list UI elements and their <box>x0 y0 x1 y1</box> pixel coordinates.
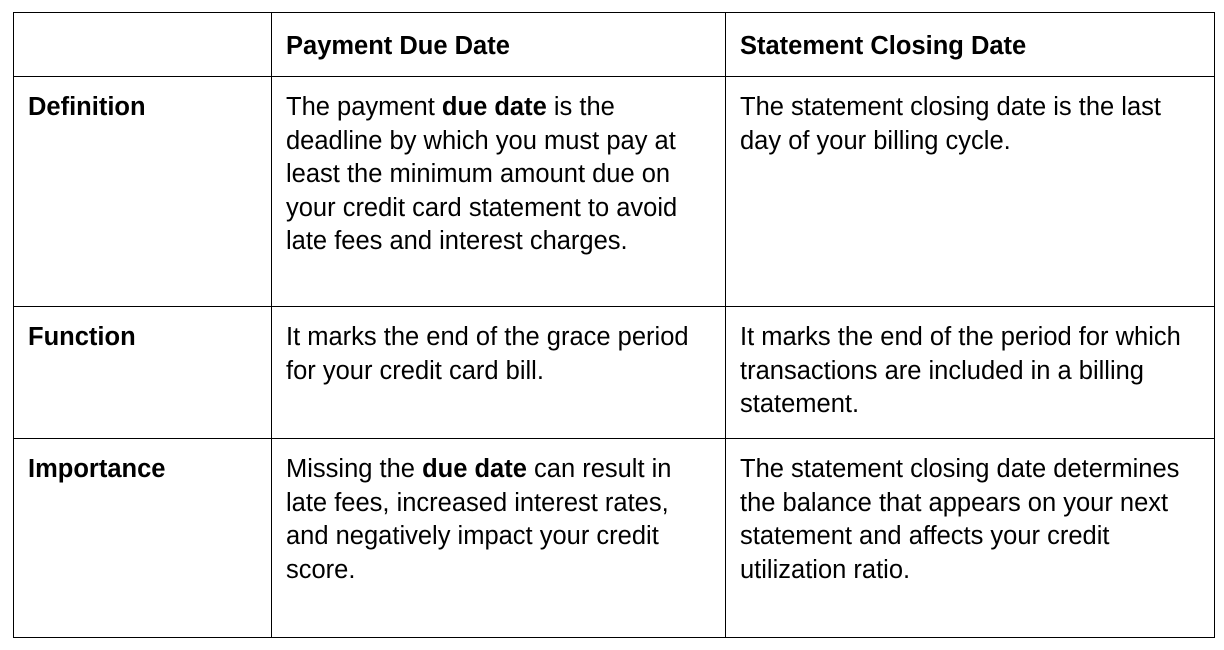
text: is the deadline by which you must pay at least the minimum amount due on your credit card statement to avoid late fees and interest charges. <box>286 93 678 256</box>
closing-date-cell: The statement closing date is the last day of your billing cycle. <box>726 77 1215 307</box>
header-statement-closing-date: Statement Closing Date <box>726 13 1215 77</box>
header-payment-due-date: Payment Due Date <box>272 13 726 77</box>
due-date-cell <box>272 439 726 638</box>
text: Missing the <box>286 455 423 483</box>
closing-date-cell: The statement closing date determines the balance that appears on your next statement and affects your credit utilization ratio. <box>726 439 1215 638</box>
bold-term: due date <box>422 455 527 483</box>
header-row <box>14 13 1215 77</box>
due-date-cell <box>272 77 726 307</box>
row-label: Importance <box>14 439 272 638</box>
row-label: Function <box>14 307 272 439</box>
bold-term: due date <box>441 93 547 121</box>
row-label: Definition <box>14 77 272 307</box>
corner-header <box>14 13 272 77</box>
table-row-definition <box>14 77 1215 307</box>
table-row-importance <box>14 439 1215 638</box>
text: It marks the end of the grace period for your credit card bill. <box>286 323 689 385</box>
comparison-table <box>13 12 1215 638</box>
table-row-function <box>14 307 1215 439</box>
text: can result in late fees, increased interest rates, and negatively impact your credit score. <box>286 455 672 584</box>
closing-date-cell: It marks the end of the period for which transactions are included in a billing statement. <box>726 307 1215 439</box>
text: The payment <box>286 93 442 121</box>
due-date-cell <box>272 307 726 439</box>
